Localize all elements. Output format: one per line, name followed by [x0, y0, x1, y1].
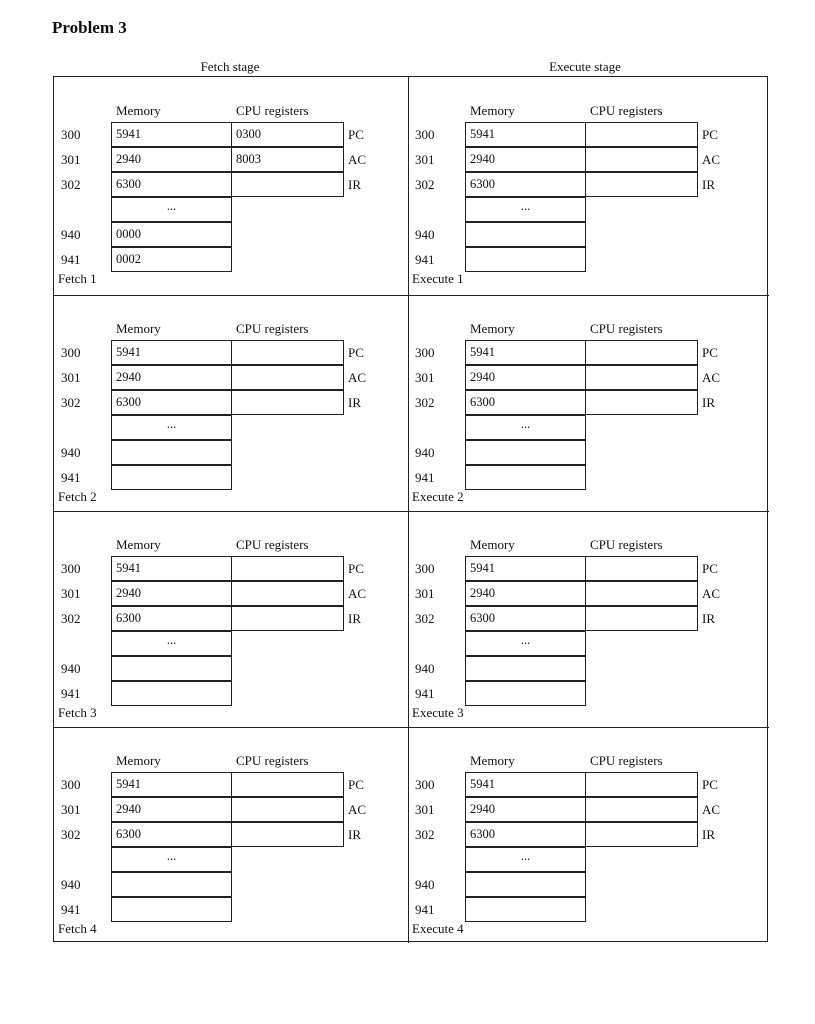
- memory-cell: 0000: [111, 222, 232, 247]
- cycle-panel: [54, 295, 408, 511]
- memory-address: 941: [415, 902, 435, 917]
- memory-address: 301: [61, 802, 81, 817]
- memory-address: 300: [415, 127, 435, 142]
- memory-address: 940: [61, 227, 81, 242]
- memory-cell: 5941: [111, 340, 232, 365]
- memory-address: 301: [61, 152, 81, 167]
- memory-address: 940: [415, 661, 435, 676]
- memory-cell: 6300: [111, 606, 232, 631]
- memory-header: Memory: [470, 103, 515, 118]
- register-name: AC: [348, 370, 367, 385]
- memory-cell: 2940: [465, 365, 586, 390]
- cycle-panel: [54, 727, 408, 943]
- cycle-panel: [408, 727, 762, 943]
- memory-address: 302: [61, 177, 81, 192]
- panel-label: Execute 1: [412, 271, 464, 286]
- memory-address: 300: [61, 777, 81, 792]
- memory-address: 302: [61, 827, 81, 842]
- memory-header: Memory: [470, 753, 515, 768]
- register-name: PC: [348, 561, 364, 576]
- memory-cell: 2940: [111, 581, 232, 606]
- cycle-panel: [54, 77, 408, 293]
- memory-address: 941: [415, 470, 435, 485]
- memory-address: 940: [415, 227, 435, 242]
- memory-address: 300: [415, 345, 435, 360]
- register-name: AC: [348, 802, 367, 817]
- memory-cell: 6300: [111, 822, 232, 847]
- memory-header: Memory: [470, 321, 515, 336]
- memory-cell: 2940: [465, 581, 586, 606]
- memory-ellipsis: ...: [111, 197, 232, 222]
- problem-title: Problem 3: [52, 18, 127, 37]
- register-name: IR: [348, 395, 361, 410]
- cpu-registers-header: CPU registers: [236, 753, 309, 768]
- panel-label: Fetch 3: [58, 705, 97, 720]
- memory-address: 941: [61, 902, 81, 917]
- register-cell: 0300: [231, 122, 344, 147]
- register-name: PC: [348, 345, 364, 360]
- memory-address: 941: [61, 252, 81, 267]
- memory-ellipsis: ...: [111, 631, 232, 656]
- memory-header: Memory: [116, 321, 161, 336]
- memory-address: 301: [415, 152, 435, 167]
- register-name: AC: [702, 586, 721, 601]
- memory-header: Memory: [116, 537, 161, 552]
- memory-address: 301: [415, 802, 435, 817]
- memory-cell: 6300: [111, 172, 232, 197]
- memory-address: 940: [415, 445, 435, 460]
- panel-label: Execute 3: [412, 705, 464, 720]
- memory-address: 301: [415, 370, 435, 385]
- register-name: IR: [702, 177, 715, 192]
- fetch-stage-header: Fetch stage: [200, 59, 260, 74]
- memory-address: 300: [415, 561, 435, 576]
- memory-cell: 6300: [465, 822, 586, 847]
- memory-address: 940: [61, 877, 81, 892]
- memory-address: 941: [415, 252, 435, 267]
- panel-label: Execute 2: [412, 489, 464, 504]
- register-name: IR: [702, 611, 715, 626]
- cycle-panel: [54, 511, 408, 727]
- register-name: PC: [348, 127, 364, 142]
- register-name: IR: [348, 827, 361, 842]
- memory-address: 300: [415, 777, 435, 792]
- memory-address: 940: [61, 661, 81, 676]
- memory-cell: 2940: [111, 797, 232, 822]
- memory-address: 300: [61, 345, 81, 360]
- cpu-registers-header: CPU registers: [590, 753, 663, 768]
- memory-address: 941: [415, 686, 435, 701]
- memory-cell: 5941: [111, 556, 232, 581]
- register-name: PC: [702, 345, 718, 360]
- memory-cell: 6300: [111, 390, 232, 415]
- memory-cell: 5941: [465, 772, 586, 797]
- register-cell: 8003: [231, 147, 344, 172]
- cpu-registers-header: CPU registers: [590, 103, 663, 118]
- memory-cell: 6300: [465, 606, 586, 631]
- fetch-execute-grid: [53, 76, 768, 942]
- memory-cell: 2940: [465, 797, 586, 822]
- memory-address: 302: [415, 395, 435, 410]
- memory-header: Memory: [116, 103, 161, 118]
- memory-header: Memory: [116, 753, 161, 768]
- panel-label: Fetch 1: [58, 271, 97, 286]
- panel-label: Fetch 4: [58, 921, 97, 936]
- memory-cell: 2940: [111, 147, 232, 172]
- memory-address: 941: [61, 686, 81, 701]
- memory-cell: 6300: [465, 390, 586, 415]
- memory-header: Memory: [470, 537, 515, 552]
- memory-address: 301: [61, 586, 81, 601]
- memory-address: 941: [61, 470, 81, 485]
- register-name: IR: [348, 611, 361, 626]
- memory-ellipsis: ...: [465, 415, 586, 440]
- register-name: IR: [348, 177, 361, 192]
- memory-ellipsis: ...: [465, 847, 586, 872]
- register-name: AC: [702, 802, 721, 817]
- register-name: AC: [348, 152, 367, 167]
- memory-cell: 5941: [111, 122, 232, 147]
- memory-cell: 5941: [111, 772, 232, 797]
- register-name: PC: [702, 561, 718, 576]
- memory-cell: 5941: [465, 556, 586, 581]
- cycle-panel: [408, 511, 762, 727]
- memory-cell: 0002: [111, 247, 232, 272]
- register-name: IR: [702, 395, 715, 410]
- memory-address: 302: [415, 827, 435, 842]
- memory-ellipsis: ...: [465, 631, 586, 656]
- cpu-registers-header: CPU registers: [236, 103, 309, 118]
- memory-ellipsis: ...: [111, 415, 232, 440]
- register-name: PC: [702, 127, 718, 142]
- register-name: AC: [702, 152, 721, 167]
- memory-address: 302: [415, 611, 435, 626]
- panel-label: Fetch 2: [58, 489, 97, 504]
- register-name: AC: [702, 370, 721, 385]
- memory-address: 940: [415, 877, 435, 892]
- memory-cell: 5941: [465, 340, 586, 365]
- memory-cell: 5941: [465, 122, 586, 147]
- memory-address: 301: [415, 586, 435, 601]
- cycle-panel: [408, 77, 762, 293]
- register-name: AC: [348, 586, 367, 601]
- memory-address: 940: [61, 445, 81, 460]
- register-name: PC: [348, 777, 364, 792]
- memory-address: 300: [61, 561, 81, 576]
- memory-address: 301: [61, 370, 81, 385]
- memory-ellipsis: ...: [465, 197, 586, 222]
- cpu-registers-header: CPU registers: [590, 321, 663, 336]
- memory-address: 302: [61, 611, 81, 626]
- register-name: PC: [702, 777, 718, 792]
- memory-cell: 2940: [111, 365, 232, 390]
- panel-label: Execute 4: [412, 921, 464, 936]
- memory-cell: 2940: [465, 147, 586, 172]
- cpu-registers-header: CPU registers: [236, 537, 309, 552]
- cycle-panel: [408, 295, 762, 511]
- execute-stage-header: Execute stage: [549, 59, 621, 74]
- cpu-registers-header: CPU registers: [236, 321, 309, 336]
- register-name: IR: [702, 827, 715, 842]
- memory-cell: 6300: [465, 172, 586, 197]
- cpu-registers-header: CPU registers: [590, 537, 663, 552]
- memory-address: 302: [415, 177, 435, 192]
- memory-address: 300: [61, 127, 81, 142]
- memory-ellipsis: ...: [111, 847, 232, 872]
- memory-address: 302: [61, 395, 81, 410]
